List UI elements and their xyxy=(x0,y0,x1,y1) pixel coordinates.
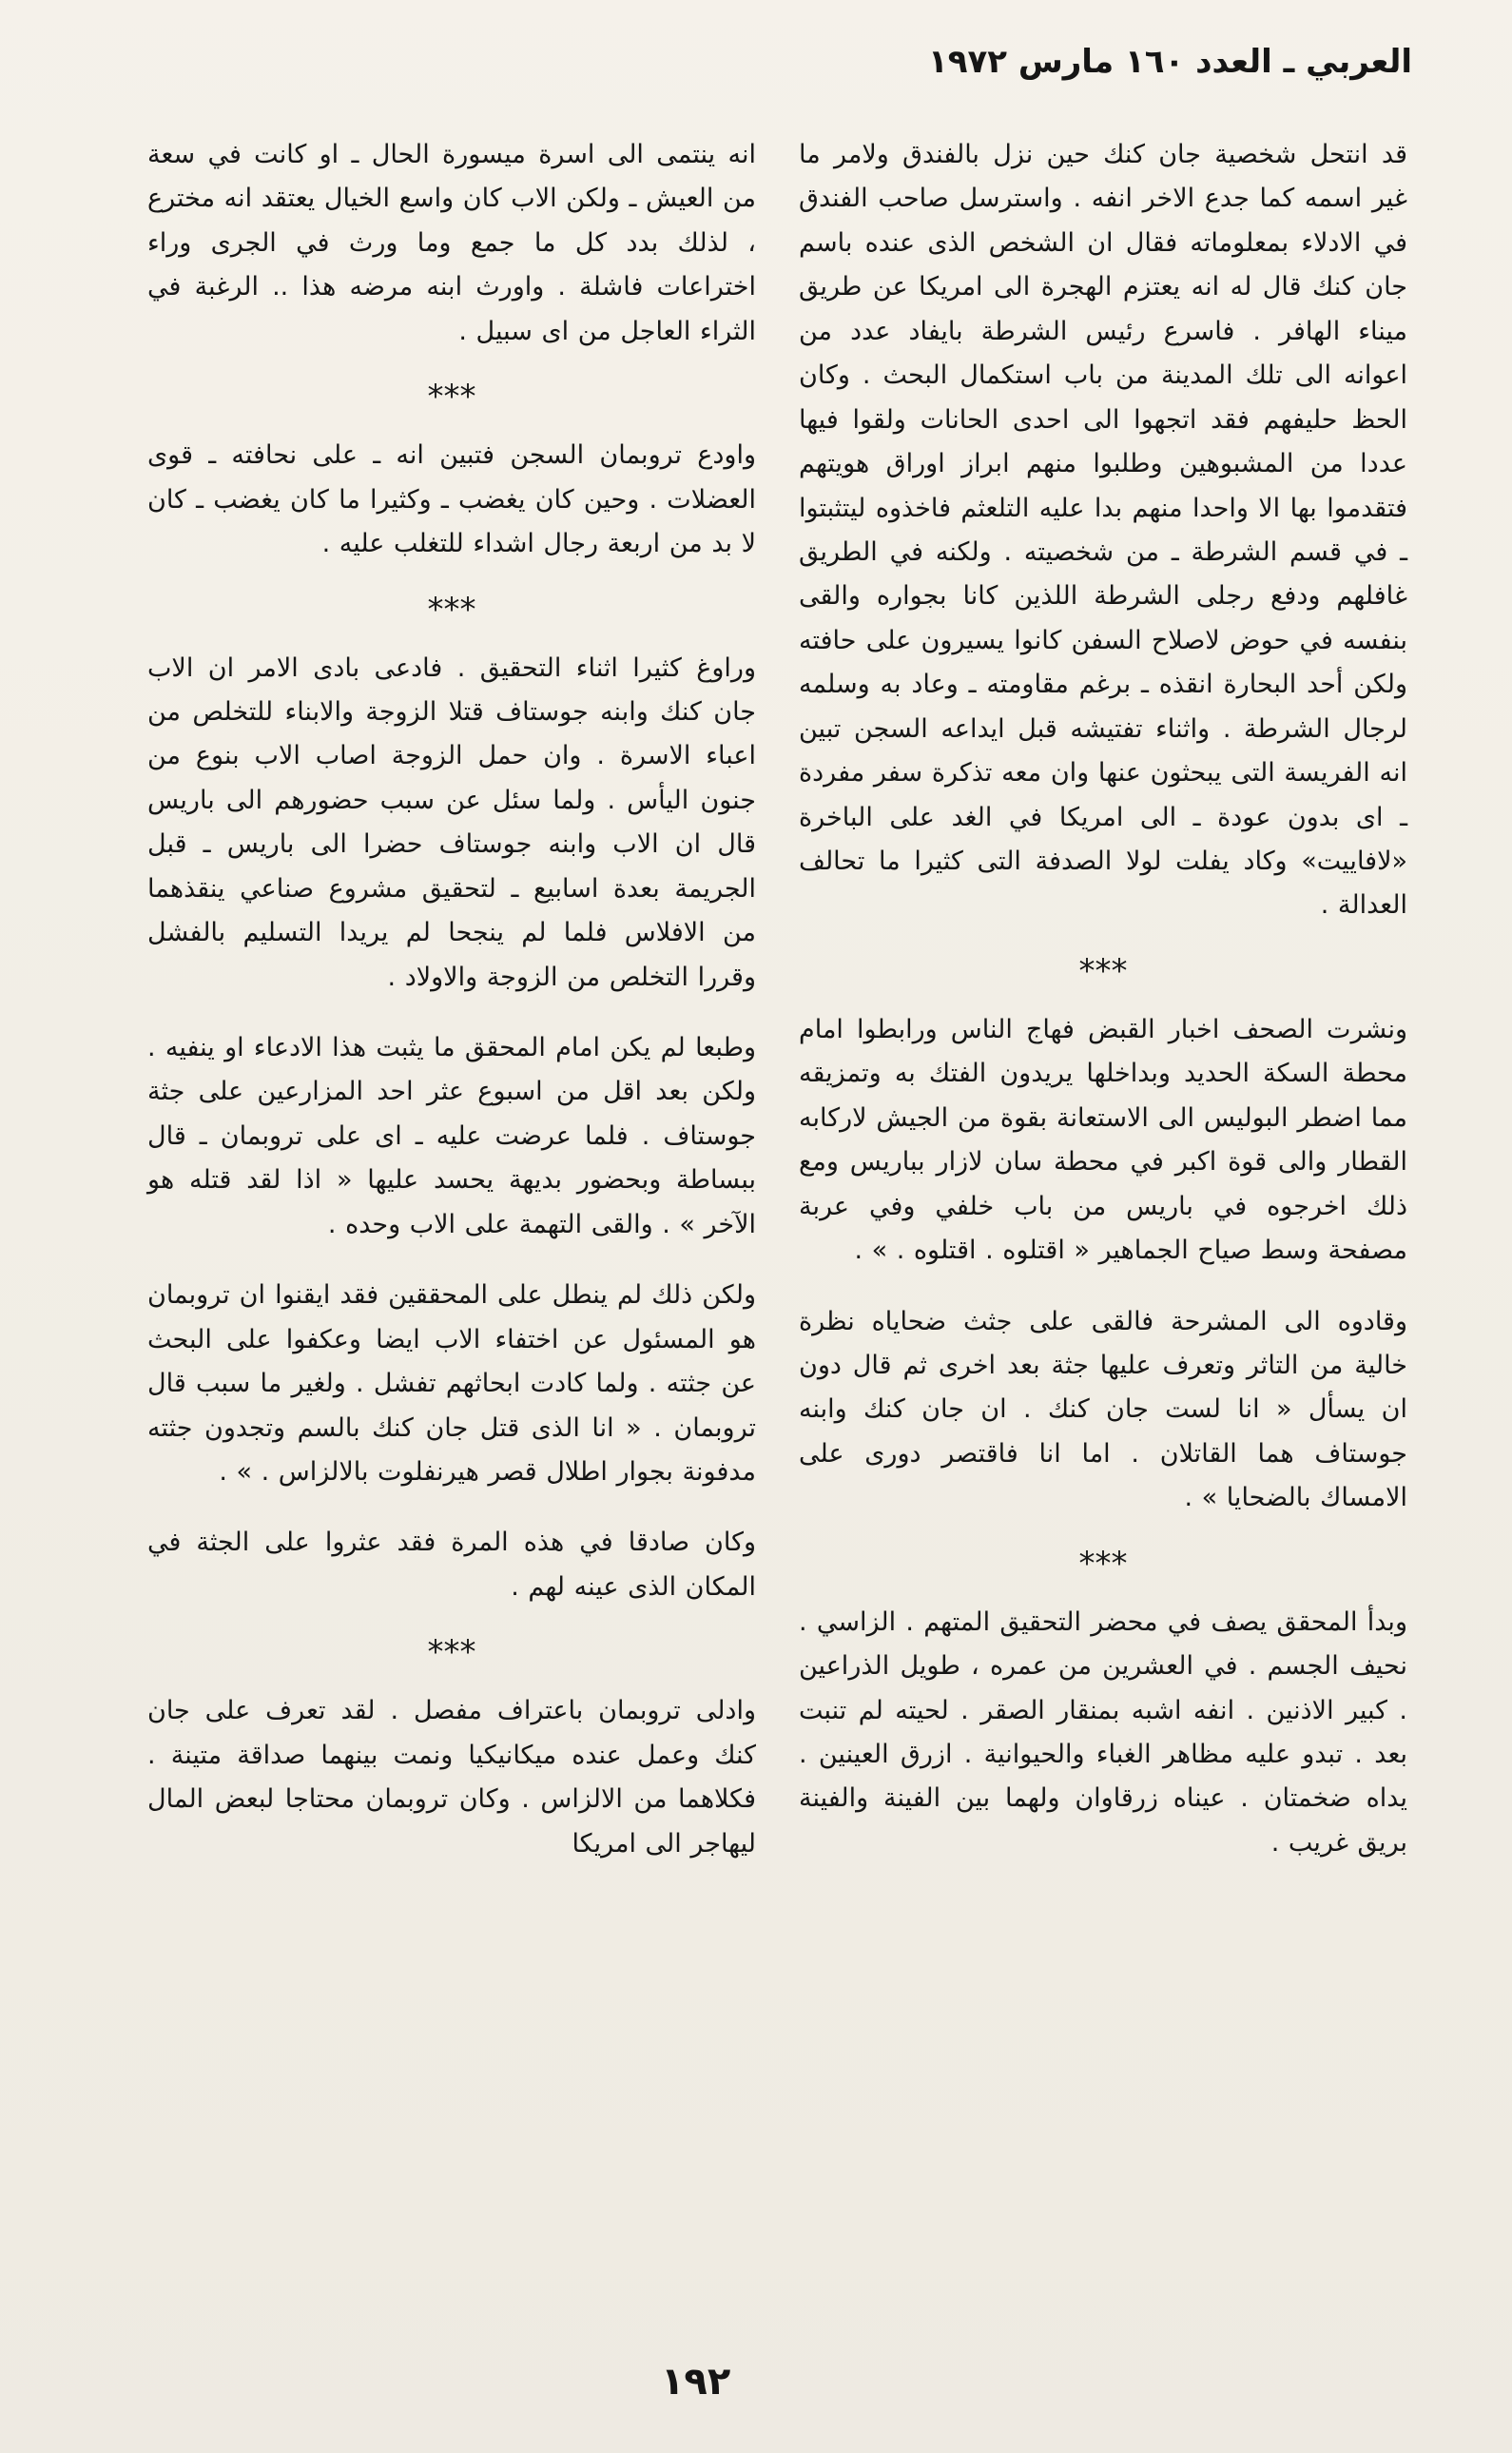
star-icon: *** xyxy=(1078,951,1128,990)
section-divider xyxy=(147,378,756,417)
left-column xyxy=(147,133,756,1893)
paragraph: وبدأ المحقق يصف في محضر التحقيق المتهم . الزاسي . نحيف الجسم . في العشرين من عمره ، طويل الذراعين . كبير الاذنين . انفه اشبه بمنقار الصقر . لحيته لم تنبت بعد . تبدو عليه مظاهر الغباء والحيوانية . ازرق العينين . يداه ضخمتان . عيناه زرقاوان ولهما بين الفينة والفينة بريق غريب . xyxy=(799,1606,1407,1858)
paragraph: وادلى تروبمان باعتراف مفصل . لقد تعرف على جان كنك وعمل عنده ميكانيكيا ونمت بينهما صداقة متينة . فكلاهما من الالزاس . وكان تروبمان محتاجا لبعض المال ليهاجر الى امريكا xyxy=(147,1696,756,1859)
star-icon: *** xyxy=(1078,1544,1128,1583)
star-icon: *** xyxy=(427,378,476,417)
paragraph: وطبعا لم يكن امام المحقق ما يثبت هذا الادعاء او ينفيه . ولكن بعد اقل من اسبوع عثر احد المزارعين على جثة جوستاف . فلما عرضت عليه ـ اى على تروبمان ـ قال ببساطة وبحضور بديهة يحسد عليها « اذا لقد قتله هو الآخر » . والقى التهمة على الاب وحده . xyxy=(147,1033,756,1239)
section-divider xyxy=(147,1633,756,1672)
star-icon: *** xyxy=(427,1633,476,1672)
right-column xyxy=(799,133,1407,1892)
paragraph: وكان صادقا في هذه المرة فقد عثروا على الجثة في المكان الذى عينه لهم . xyxy=(147,1528,756,1602)
page-number: ١٩٢ xyxy=(661,2360,731,2404)
paragraph: واودع تروبمان السجن فتبين انه ـ على نحافته ـ قوى العضلات . وحين كان يغضب ـ وكثيرا ما كان يغضب ـ كان لا بد من اربعة رجال اشداء للتغلب عليه . xyxy=(147,440,756,559)
star-icon: *** xyxy=(427,590,476,629)
section-divider xyxy=(799,1544,1407,1583)
paragraph: ولكن ذلك لم ينطل على المحققين فقد ايقنوا ان تروبمان هو المسئول عن اختفاء الاب ايضا وعكفوا على البحث عن جثته . ولما كادت ابحاثهم تفشل . ولغير ما سبب قال تروبمان . « انا الذى قتل جان كنك بالسم وتجدون جثته مدفونة بجوار اطلال قصر هيرنفلوت بالالزاس . » . xyxy=(147,1280,756,1487)
paragraph: وقادوه الى المشرحة فالقى على جثث ضحاياه نظرة خالية من التاثر وتعرف عليها جثة بعد اخرى ثم قال دون ان يسأل « انا لست جان كنك . ان جان كنك وابنه جوستاف هما القاتلان . اما انا فاقتصر دورى على الامساك بالضحايا » . xyxy=(799,1306,1407,1513)
paragraph: انه ينتمى الى اسرة ميسورة الحال ـ او كانت في سعة من العيش ـ ولكن الاب كان واسع الخيال يعتقد انه مخترع ، لذلك بدد كل ما جمع وما ورث في الجرى وراء اختراعات فاشلة . واورث ابنه مرضه هذا .. الرغبة في الثراء العاجل من اى سبيل . xyxy=(147,140,756,346)
paragraph: وراوغ كثيرا اثناء التحقيق . فادعى بادى الامر ان الاب جان كنك وابنه جوستاف قتلا الزوجة والابناء للتخلص من اعباء الاسرة . وان حمل الزوجة اصاب الاب بنوع من جنون اليأس . ولما سئل عن سبب حضورهم الى باريس قال ان الاب وابنه جوستاف حضرا الى باريس ـ قبل الجريمة بعدة اسابيع ـ لتحقيق مشروع صناعي ينقذهما من الافلاس فلما لم ينجحا لم يريدا التسليم بالفشل وقررا التخلص من الزوجة والاولاد . xyxy=(147,652,756,992)
page-header: العربي ـ العدد ١٦٠ مارس ١٩٧٢ xyxy=(927,43,1412,81)
section-divider xyxy=(147,590,756,629)
section-divider xyxy=(799,951,1407,990)
paragraph: ونشرت الصحف اخبار القبض فهاج الناس ورابطوا امام محطة السكة الحديد وبداخلها يريدون الفتك به وتمزيقه مما اضطر البوليس الى الاستعانة بقوة من الجيش لاركابه القطار والى قوة اكبر في محطة سان لازار بباريس ومع ذلك اخرجوه في باريس من باب خلفي وفي عربة مصفحة وسط صياح الجماهير « اقتلوه . اقتلوه . » . xyxy=(799,1014,1407,1266)
paragraph: قد انتحل شخصية جان كنك حين نزل بالفندق ولامر ما غير اسمه كما جدع الاخر انفه . واسترسل صاحب الفندق في الادلاء بمعلوماته فقال ان الشخص الذى عنده باسم جان كنك قال له انه يعتزم الهجرة الى امريكا عن طريق ميناء الهافر . فاسرع رئيس الشرطة بايفاد عدد من اعوانه الى تلك المدينة من باب استكمال البحث . وكان الحظ حليفهم فقد اتجهوا الى احدى الحانات ولقوا فيها عددا من المشبوهين وطلبوا منهم ابراز اوراق هويتهم فتقدموا بها الا واحدا منهم بدا عليه التلعثم فاخذوه ليتثبتوا ـ في قسم الشرطة ـ من شخصيته . ولكنه في الطريق غافلهم ودفع رجلى الشرطة اللذين كانا بجواره والقى بنفسه في حوض لاصلاح السفن كانوا يسيرون على حافته ولكن أحد البحارة انقذه ـ برغم مقاومته ـ وعاد به وسلمه لرجال الشرطة . واثناء تفتيشه قبل ايداعه السجن تبين انه الفريسة التى يبحثون عنها وان معه تذكرة سفر مفردة ـ اى بدون عودة ـ الى امريكا في الغد على الباخرة «لافاييت» وكاد يفلت لولا الصدفة التى كثيرا ما تحالف العدالة . xyxy=(799,140,1407,921)
